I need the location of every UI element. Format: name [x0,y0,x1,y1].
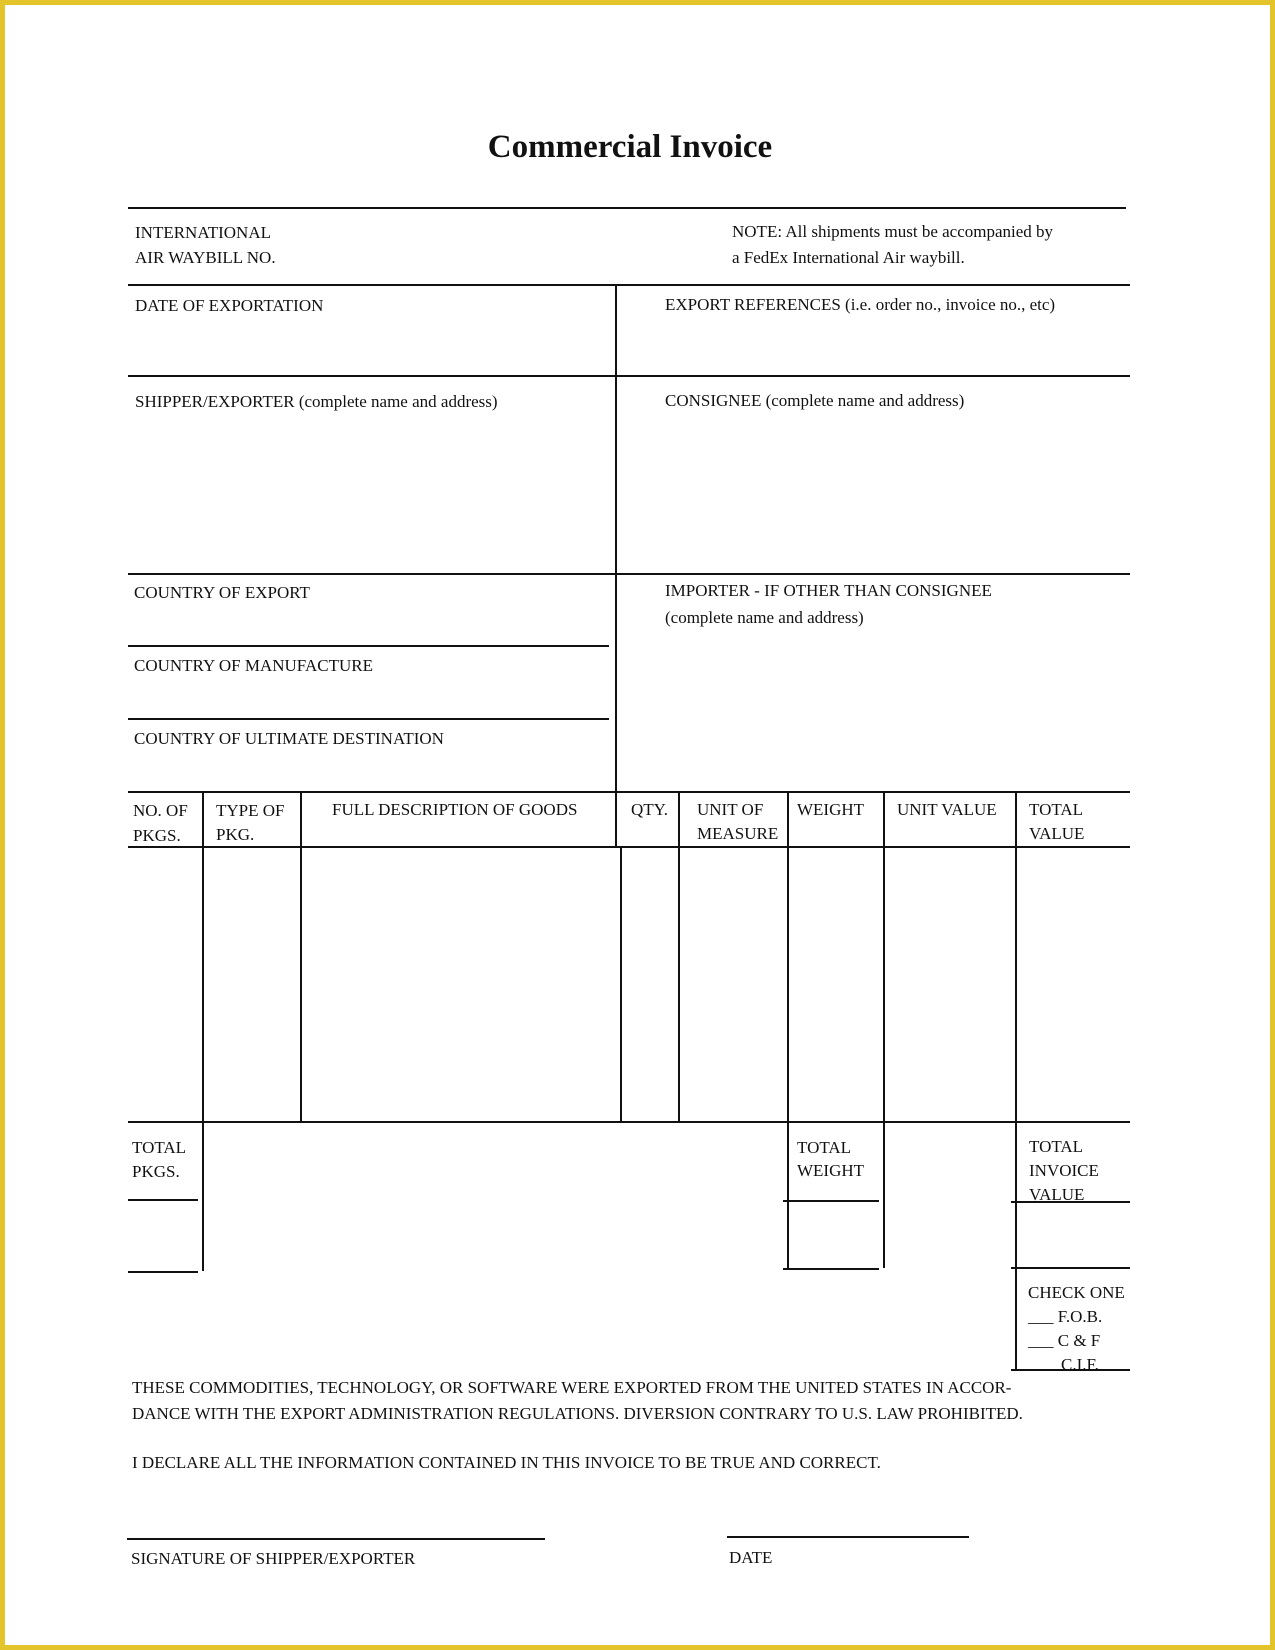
rule-col-desc-left [300,791,302,1121]
col-unit-value: UNIT VALUE [897,800,997,819]
col-unit-measure-line2: MEASURE [697,824,779,843]
shipper-label: SHIPPER/EXPORTER (complete name and address) [135,392,498,411]
rule-export-bottom [128,645,609,647]
rule-col-weight-left [787,791,789,1121]
check-option-cif: C.I.F. [1061,1355,1099,1374]
total-invoice-value-line3: VALUE [1029,1185,1085,1204]
rule-total-weight-left [787,1121,789,1268]
rule-total-pkgs-bottom [128,1271,198,1273]
rule-invoice-value-left [1015,1121,1017,1369]
declaration: I DECLARE ALL THE INFORMATION CONTAINED IN THIS INVOICE TO BE TRUE AND CORRECT. [132,1453,881,1472]
col-no-pkgs-line1: NO. OF [133,801,188,820]
rule-col-type-left [202,791,204,1121]
total-invoice-value-line1: TOTAL [1029,1137,1084,1156]
rule-center-divider [615,284,617,846]
country-of-manufacture-label: COUNTRY OF MANUFACTURE [134,656,373,675]
rule-col-unit-measure-left [678,791,680,1121]
col-type-pkg-line2: PKG. [216,825,255,844]
col-qty: QTY. [631,800,668,819]
rule-table-body-bottom [128,1121,1130,1123]
country-of-destination-label: COUNTRY OF ULTIMATE DESTINATION [134,729,444,748]
note-line1: NOTE: All shipments must be accompanied by [732,222,1054,241]
check-one-label: CHECK ONE [1028,1283,1125,1302]
col-no-pkgs-line2: PKGS. [133,826,181,845]
consignee-label: CONSIGNEE (complete name and address) [665,391,965,410]
total-weight-line2: WEIGHT [797,1161,865,1180]
rule-total-weight-mid [783,1200,879,1202]
signature-label: SIGNATURE OF SHIPPER/EXPORTER [131,1549,416,1568]
rule-total-pkgs-mid [128,1199,198,1201]
total-pkgs-line1: TOTAL [132,1138,187,1157]
col-weight: WEIGHT [797,800,865,819]
statement-line2: DANCE WITH THE EXPORT ADMINISTRATION REGULATIONS. DIVERSION CONTRARY TO U.S. LAW PROHIBITED. [132,1404,1023,1423]
rule-table-header-top [128,791,1130,793]
rule-top [128,207,1126,209]
col-unit-measure-line1: UNIT OF [697,800,764,819]
rule-waybill-bottom [128,284,1130,286]
rule-total-weight-bottom [783,1268,879,1270]
check-option-cf: ___ C & F [1028,1331,1101,1350]
waybill-label-line2: AIR WAYBILL NO. [135,248,276,267]
col-total-value-line1: TOTAL [1029,800,1084,819]
total-weight-line1: TOTAL [797,1138,852,1157]
export-references-label: EXPORT REFERENCES (i.e. order no., invoice no., etc) [665,295,1056,314]
importer-label-line2: (complete name and address) [665,608,864,627]
rule-shipper-bottom [128,573,1130,575]
date-line [727,1536,969,1538]
col-type-pkg-line1: TYPE OF [216,801,285,820]
col-total-value-line2: VALUE [1029,824,1085,843]
rule-date-bottom [128,375,1130,377]
rule-table-header-bottom [128,846,1130,848]
waybill-label-line1: INTERNATIONAL [135,223,271,242]
rule-total-weight-right [883,1121,885,1268]
rule-total-pkgs-right [202,1121,204,1271]
check-option-fob: ___ F.O.B. [1028,1307,1103,1326]
note-line2: a FedEx International Air waybill. [732,248,965,267]
rule-col-unit-value-left [883,791,885,1121]
col-description: FULL DESCRIPTION OF GOODS [332,800,578,819]
rule-invoice-value-bottom [1011,1267,1130,1269]
rule-col-qty-left [620,846,622,1121]
importer-label-line1: IMPORTER - IF OTHER THAN CONSIGNEE [665,581,992,600]
total-invoice-value-line2: INVOICE [1029,1161,1099,1180]
date-label: DATE [729,1548,773,1567]
date-of-exportation-label: DATE OF EXPORTATION [135,296,324,315]
total-pkgs-line2: PKGS. [132,1162,180,1181]
rule-col-total-value-left [1015,791,1017,1121]
country-of-export-label: COUNTRY OF EXPORT [134,583,310,602]
rule-manufacture-bottom [128,718,609,720]
statement-line1: THESE COMMODITIES, TECHNOLOGY, OR SOFTWARE WERE EXPORTED FROM THE UNITED STATES IN ACCOR- [132,1378,1012,1397]
page-title: Commercial Invoice [487,129,773,165]
signature-line [127,1538,545,1540]
